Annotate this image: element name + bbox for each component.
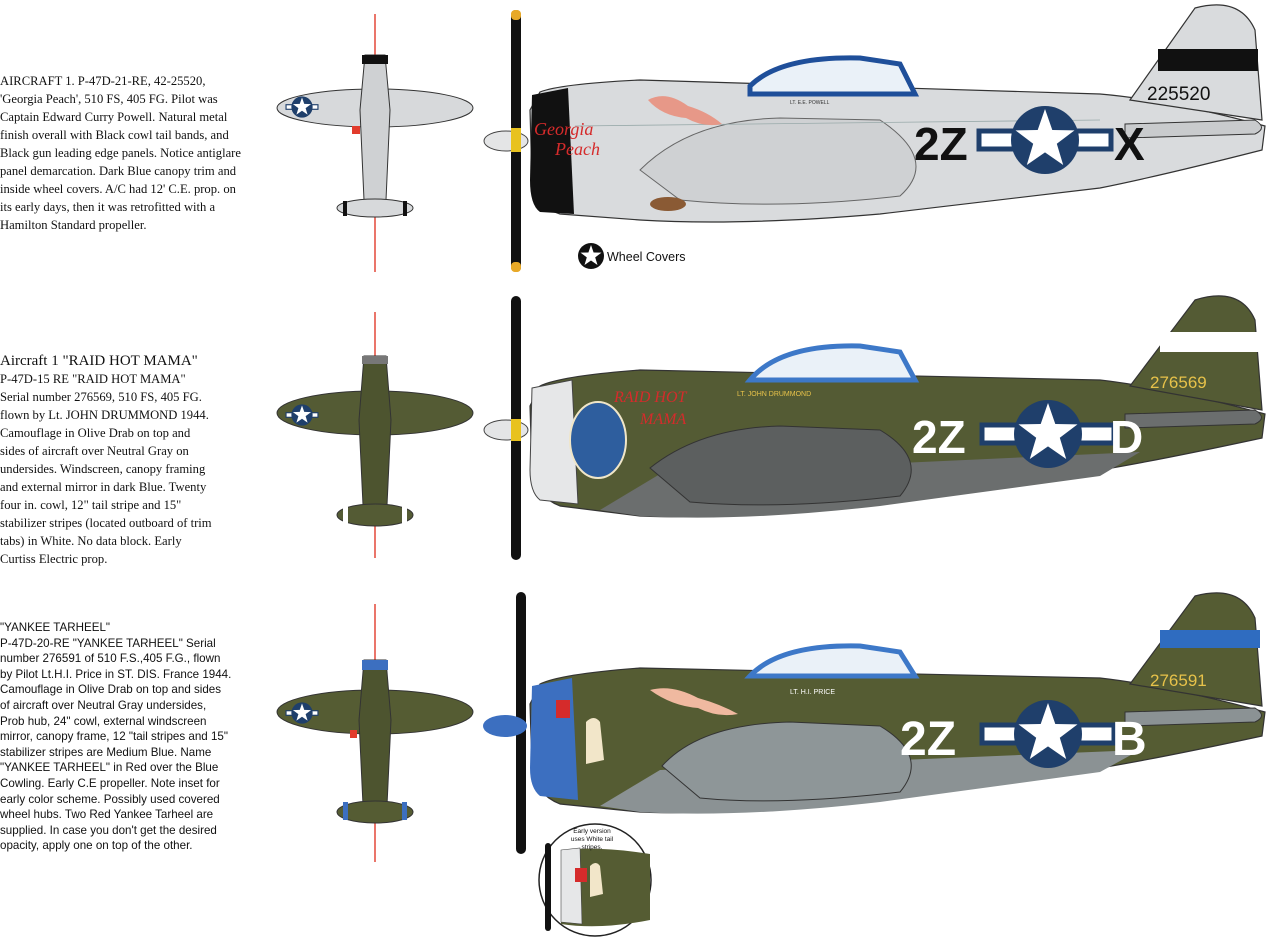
- desc-line: 'Georgia Peach', 510 FS, 405 FG. Pilot was: [0, 92, 218, 106]
- aircraft-2-propeller: [484, 296, 528, 560]
- desc-line: by Pilot Lt.H.I. Price in ST. DIS. France 1944.: [0, 667, 232, 681]
- desc-line: AIRCRAFT 1. P-47D-21-RE, 42-25520,: [0, 74, 206, 88]
- individual-letter: D: [1110, 411, 1144, 463]
- early-version-inset: [539, 824, 651, 936]
- aircraft-3-top-view: [277, 604, 473, 862]
- wheel-covers-label: Wheel Covers: [607, 250, 686, 264]
- desc-line: Cowling. Early C.E propeller. Note inset for: [0, 776, 220, 790]
- desc-line: wheel hubs. Two Red Yankee Tarheel are: [0, 808, 214, 822]
- desc-line: P-47D-20-RE "YANKEE TARHEEL" Serial: [0, 636, 216, 650]
- nose-art-line-1: Georgia: [534, 119, 594, 139]
- desc-line: of aircraft over Neutral Gray undersides,: [0, 698, 207, 712]
- desc-line: number 276591 of 510 F.S.,405 F.G., flown: [0, 652, 221, 666]
- aircraft-3-propeller: [483, 592, 527, 854]
- aircraft-1-side-profile: [530, 5, 1265, 222]
- desc-line: mirror, canopy frame, 12 "tail stripes and 15": [0, 730, 228, 744]
- nose-art-line-1: RAID HOT: [614, 389, 687, 406]
- desc-line: stabilizer stripes (located outboard of trim: [0, 516, 212, 530]
- desc-line: Curtiss Electric prop.: [0, 552, 108, 566]
- desc-line: panel demarcation. Dark Blue canopy trim and: [0, 164, 237, 178]
- fuselage-letters: 2Z: [900, 713, 957, 766]
- desc-line: "YANKEE TARHEEL" in Red over the Blue: [0, 761, 219, 775]
- desc-line: sides of aircraft over Neutral Gray on: [0, 444, 189, 458]
- fuselage-letters: 2Z: [912, 411, 966, 463]
- nose-art-line-2: Peach: [555, 139, 600, 159]
- desc-line: early color scheme. Possibly used covered: [0, 792, 220, 806]
- inset-label-line: uses White tail: [570, 836, 614, 843]
- desc-line: Serial number 276569, 510 FS, 405 FG.: [0, 390, 202, 404]
- aircraft-1-propeller: [484, 10, 528, 272]
- fuselage-letters: 2Z: [914, 118, 968, 170]
- desc-line: flown by Lt. JOHN DRUMMOND 1944.: [0, 408, 209, 422]
- desc-line: stabilizer stripes are Medium Blue. Name: [0, 745, 212, 759]
- desc-line: Prob hub, 24" cowl, external windscreen: [0, 714, 207, 728]
- aircraft-2-heading: Aircraft 1 "RAID HOT MAMA": [0, 353, 198, 369]
- desc-line: inside wheel covers. A/C had 12' C.E. prop. on: [0, 182, 236, 196]
- individual-letter: B: [1112, 713, 1147, 766]
- desc-line: Camouflage in Olive Drab on top and: [0, 426, 191, 440]
- desc-line: Camouflage in Olive Drab on top and sides: [0, 683, 222, 697]
- tail-serial: 276569: [1150, 373, 1207, 392]
- desc-line: Black gun leading edge panels. Notice antiglare: [0, 146, 241, 160]
- inset-label-line: Early version: [573, 828, 611, 835]
- desc-line: its early days, then it was retrofitted with a: [0, 200, 216, 214]
- desc-line: Hamilton Standard propeller.: [0, 218, 147, 232]
- desc-line: P-47D-15 RE "RAID HOT MAMA": [0, 372, 186, 386]
- aircraft-2-side-profile: [530, 296, 1265, 518]
- individual-letter: X: [1114, 118, 1145, 170]
- aircraft-3-heading: "YANKEE TARHEEL": [0, 621, 111, 634]
- aircraft-3-side-profile: [530, 593, 1265, 814]
- desc-line: opacity, apply one on top of the other.: [0, 839, 193, 853]
- aircraft-2-top-view: [277, 312, 473, 558]
- desc-line: supplied. In case you don't get the desired: [0, 823, 217, 837]
- desc-line: and external mirror in dark Blue. Twenty: [0, 480, 207, 494]
- pilot-stencil: LT. JOHN DRUMMOND: [737, 391, 812, 398]
- inset-label-line: stripes.: [581, 844, 603, 851]
- desc-line: undersides. Windscreen, canopy framing: [0, 462, 206, 476]
- tail-serial: 276591: [1150, 671, 1207, 690]
- wheel-covers-legend: [578, 243, 686, 269]
- pilot-stencil: LT. E.E. POWELL: [790, 100, 830, 106]
- desc-line: Captain Edward Curry Powell. Natural metal: [0, 110, 228, 124]
- nose-art-line-2: MAMA: [640, 411, 687, 428]
- desc-line: four in. cowl, 12" tail stripe and 15": [0, 498, 182, 512]
- tail-serial: 225520: [1147, 84, 1211, 105]
- aircraft-1-top-view: [277, 14, 473, 272]
- desc-line: finish overall with Black cowl tail bands, and: [0, 128, 229, 142]
- desc-line: tabs) in White. No data block. Early: [0, 534, 182, 548]
- pilot-stencil: LT. H.I. PRICE: [790, 689, 835, 696]
